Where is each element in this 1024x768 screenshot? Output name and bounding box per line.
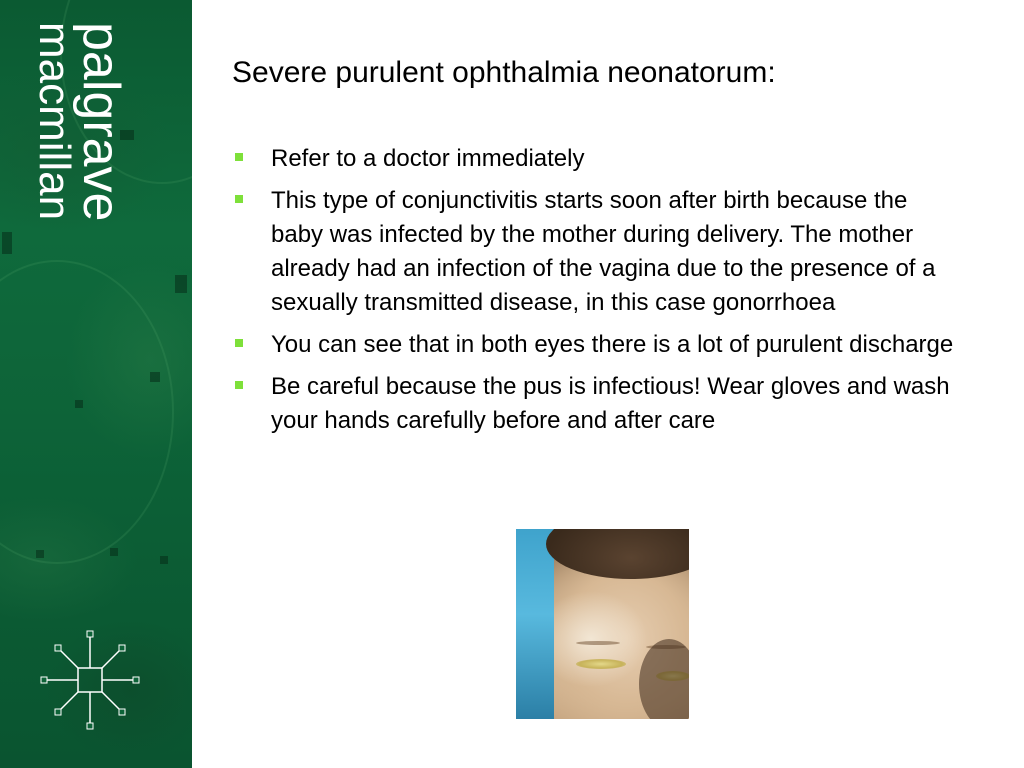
brand-sidebar [0, 0, 192, 768]
decorative-speck [160, 556, 168, 564]
decorative-speck [175, 275, 187, 293]
decorative-speck [150, 372, 160, 382]
infant-eyes-photo [516, 529, 689, 719]
bullet-text: This type of conjunctivitis starts soon after birth because the baby was infected by the mother during delivery. The mother already had an infection of the vagina due to the presence of a sexually transmitted disease, in this case gonorrhoea [271, 187, 936, 316]
decorative-speck [2, 232, 12, 254]
photo-hair [546, 529, 689, 579]
photo-blanket [516, 529, 554, 719]
bullet-square-icon [235, 153, 243, 161]
bullet-text: Be careful because the pus is infectious! Wear gloves and wash your hands carefully before and after care [271, 373, 950, 434]
bullet-text: Refer to a doctor immediately [271, 145, 585, 172]
photo-brow [576, 641, 620, 645]
bullet-list [232, 142, 962, 446]
brand-line-2: macmillan [30, 22, 79, 221]
decorative-speck [110, 548, 118, 556]
bullet-text: You can see that in both eyes there is a lot of purulent discharge [271, 331, 954, 358]
decorative-speck [36, 550, 44, 558]
photo-shadow [639, 639, 689, 719]
network-star-icon [38, 628, 142, 732]
bullet-item [232, 142, 962, 176]
bullet-item [232, 370, 962, 438]
bullet-item [232, 328, 962, 362]
photo-eye-discharge [576, 659, 626, 669]
bullet-item [232, 184, 962, 320]
decorative-curve [0, 260, 174, 564]
bullet-square-icon [235, 195, 243, 203]
bullet-square-icon [235, 381, 243, 389]
brand-line-1: palgrave [72, 22, 130, 222]
palgrave-macmillan-wordmark [28, 22, 148, 272]
bullet-square-icon [235, 339, 243, 347]
slide-title: Severe purulent ophthalmia neonatorum: [232, 56, 776, 89]
decorative-speck [75, 400, 83, 408]
